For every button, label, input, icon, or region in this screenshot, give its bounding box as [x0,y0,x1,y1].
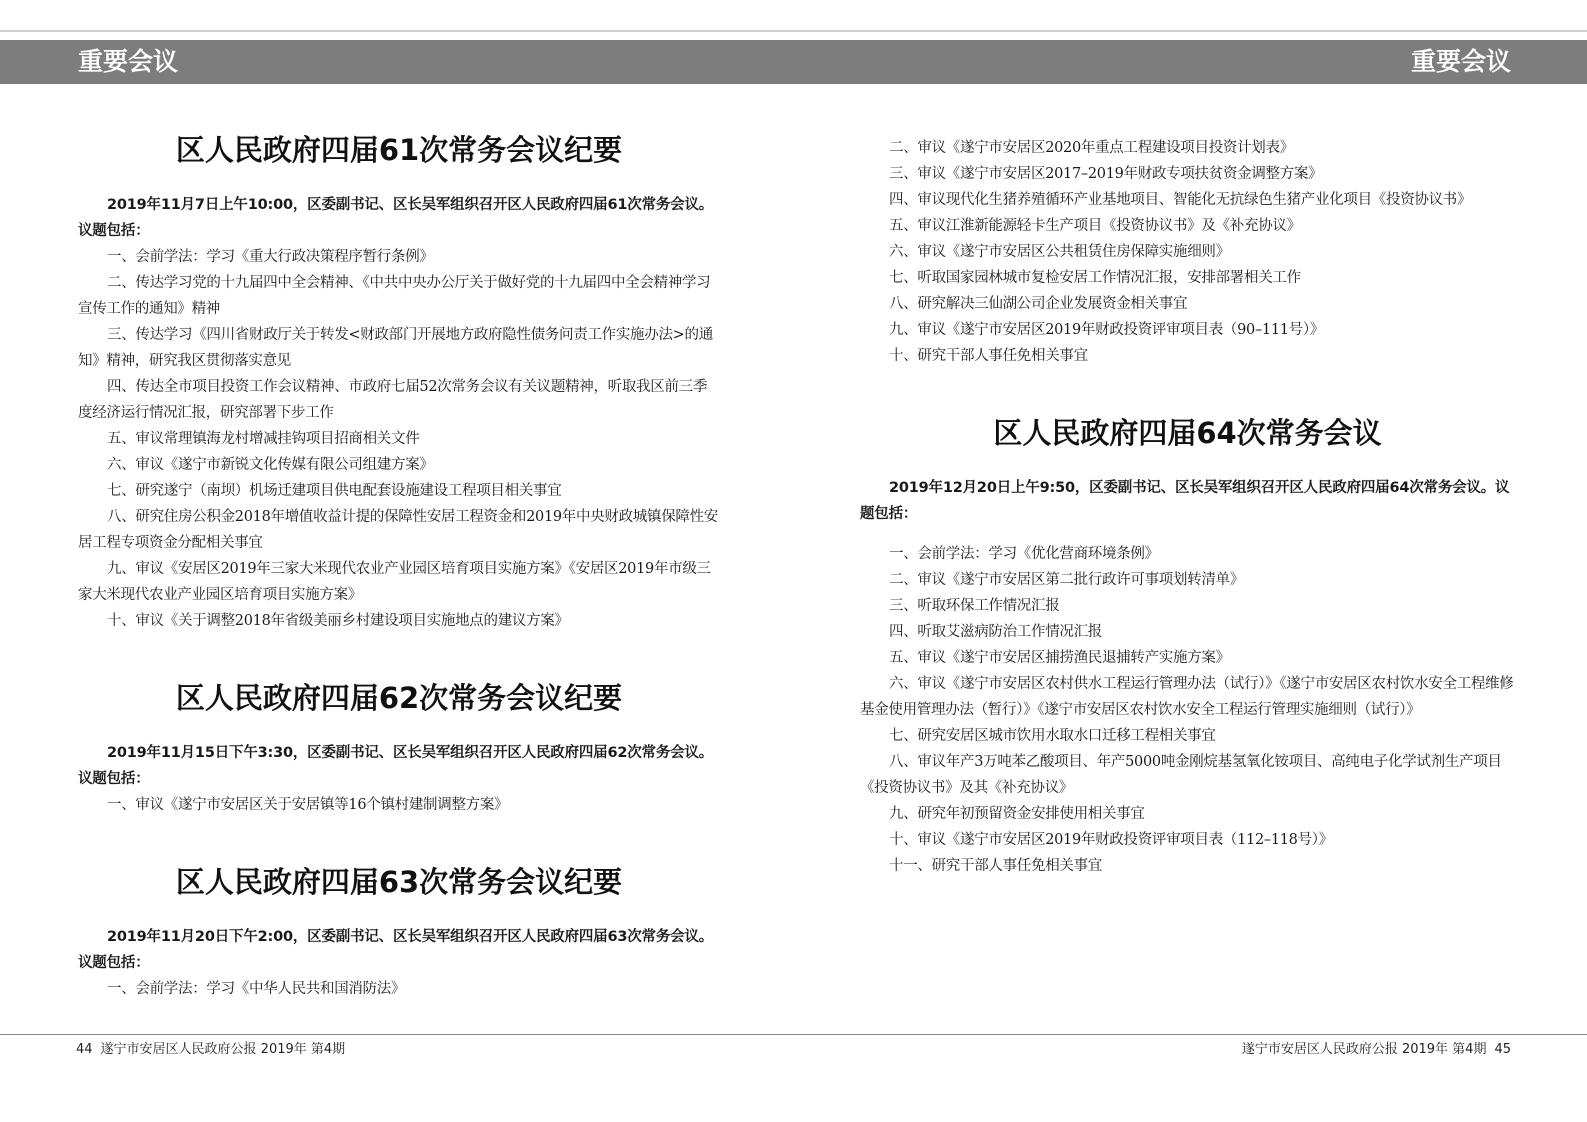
agenda-item: 九、研究年初预留资金安排使用相关事宜 [889,806,1145,822]
left-page-column [78,130,720,1002]
agenda-item: 八、审议年产3万吨苯乙酸项目、年产5000吨金刚烷基氢氧化铵项目、高纯电子化学试剂生产项目《投资协议书》及其《补充协议》 [860,754,1502,796]
agenda-item: 十、审议《关于调整2018年省级美丽乡村建设项目实施地点的建议方案》 [107,613,569,629]
meeting-61 [78,130,720,634]
agenda-item: 五、审议《遂宁市安居区捕捞渔民退捕转产实施方案》 [889,650,1230,666]
footer-publication-left: 遂宁市安居区人民政府公报 2019年 第4期 [100,1042,346,1057]
footer-left [76,1041,353,1059]
footer-rule [0,1034,1587,1035]
top-rule [0,30,1587,32]
footer-right [1234,1041,1511,1059]
section-header-right: 重要会议 [1410,47,1511,76]
meeting-64-agenda [860,541,1515,879]
right-page-column [860,135,1515,879]
agenda-item: 四、传达全市项目投资工作会议精神、市政府七届52次常务会议有关议题精神，听取我区前三季度经济运行情况汇报，研究部署下步工作 [78,379,708,421]
header-bar [0,40,1587,84]
meeting-64 [860,413,1515,879]
agenda-item: 三、审议《遂宁市安居区2017–2019年财政专项扶贫资金调整方案》 [889,166,1323,182]
agenda-item: 十、研究干部人事任免相关事宜 [889,348,1088,364]
meeting-62-title: 区人民政府四届62次常务会议纪要 [175,681,623,715]
agenda-item: 一、会前学法：学习《优化营商环境条例》 [889,546,1159,562]
meeting-61-intro: 2019年11月7日上午10:00，区委副书记、区长吴军组织召开区人民政府四届61次常务会议。议题包括： [78,197,714,239]
agenda-item: 七、研究安居区城市饮用水取水口迁移工程相关事宜 [889,728,1216,744]
agenda-item: 二、审议《遂宁市安居区2020年重点工程建设项目投资计划表》 [889,140,1294,156]
page-number-left: 44 [76,1042,93,1057]
meeting-63-title: 区人民政府四届63次常务会议纪要 [175,865,623,899]
agenda-item: 一、会前学法：学习《中华人民共和国消防法》 [107,981,406,997]
page-number-right: 45 [1494,1042,1511,1057]
meeting-61-title: 区人民政府四届61次常务会议纪要 [175,133,623,167]
meeting-61-agenda [78,244,720,634]
agenda-item: 七、研究遂宁（南坝）机场迁建项目供电配套设施建设工程项目相关事宜 [107,483,562,499]
agenda-item: 四、听取艾滋病防治工作情况汇报 [889,624,1102,640]
agenda-item: 九、审议《安居区2019年三家大米现代农业产业园区培育项目实施方案》《安居区2019年市级三家大米现代农业产业园区培育项目实施方案》 [78,561,711,603]
meeting-62-agenda [78,792,720,818]
agenda-item: 二、传达学习党的十九届四中全会精神、《中共中央办公厅关于做好党的十九届四中全会精神学习宣传工作的通知》精神 [78,275,711,317]
agenda-item: 六、审议《遂宁市安居区公共租赁住房保障实施细则》 [889,244,1230,260]
agenda-item: 九、审议《遂宁市安居区2019年财政投资评审项目表（90–111号）》 [889,322,1325,338]
meeting-63-continued [860,135,1515,369]
meeting-62 [78,678,720,818]
agenda-item: 十、审议《遂宁市安居区2019年财政投资评审项目表（112–118号）》 [889,832,1333,848]
agenda-item: 一、审议《遂宁市安居区关于安居镇等16个镇村建制调整方案》 [107,797,509,813]
meeting-64-title: 区人民政府四届64次常务会议 [993,416,1382,450]
meeting-63-intro: 2019年11月20日下午2:00，区委副书记、区长吴军组织召开区人民政府四届63次常务会议。议题包括： [78,929,714,971]
agenda-item: 八、研究解决三仙湖公司企业发展资金相关事宜 [889,296,1188,312]
agenda-item: 十一、研究干部人事任免相关事宜 [889,858,1102,874]
agenda-item: 三、传达学习《四川省财政厅关于转发<财政部门开展地方政府隐性债务问责工作实施办法>的通知》精神，研究我区贯彻落实意见 [78,327,713,369]
agenda-item: 五、审议常理镇海龙村增减挂钩项目招商相关文件 [107,431,420,447]
agenda-item: 四、审议现代化生猪养殖循环产业基地项目、智能化无抗绿色生猪产业化项目《投资协议书》 [889,192,1472,208]
meeting-62-intro: 2019年11月15日下午3:30，区委副书记、区长吴军组织召开区人民政府四届62次常务会议。议题包括： [78,745,714,787]
agenda-item: 二、审议《遂宁市安居区第二批行政许可事项划转清单》 [889,572,1244,588]
agenda-item: 七、听取国家园林城市复检安居工作情况汇报，安排部署相关工作 [889,270,1301,286]
agenda-item: 三、听取环保工作情况汇报 [889,598,1060,614]
agenda-item: 六、审议《遂宁市安居区农村供水工程运行管理办法（试行）》《遂宁市安居区农村饮水安全工程维修基金使用管理办法（暂行）》《遂宁市安居区农村饮水安全工程运行管理实施细则（试行）》 [860,676,1514,718]
agenda-item: 五、审议江淮新能源轻卡生产项目《投资协议书》及《补充协议》 [889,218,1301,234]
meeting-64-intro: 2019年12月20日上午9:50，区委副书记、区长吴军组织召开区人民政府四届64次常务会议。议题包括： [860,480,1510,522]
agenda-item: 八、研究住房公积金2018年增值收益计提的保障性安居工程资金和2019年中央财政城镇保障性安居工程专项资金分配相关事宜 [78,509,718,551]
meeting-63 [78,862,720,1002]
agenda-item: 一、会前学法：学习《重大行政决策程序暂行条例》 [107,249,434,265]
section-header-left: 重要会议 [78,47,179,76]
footer-publication-right: 遂宁市安居区人民政府公报 2019年 第4期 [1241,1042,1487,1057]
meeting-63-agenda-continued [860,135,1515,369]
agenda-item: 六、审议《遂宁市新锐文化传媒有限公司组建方案》 [107,457,434,473]
meeting-63-agenda [78,976,720,1002]
